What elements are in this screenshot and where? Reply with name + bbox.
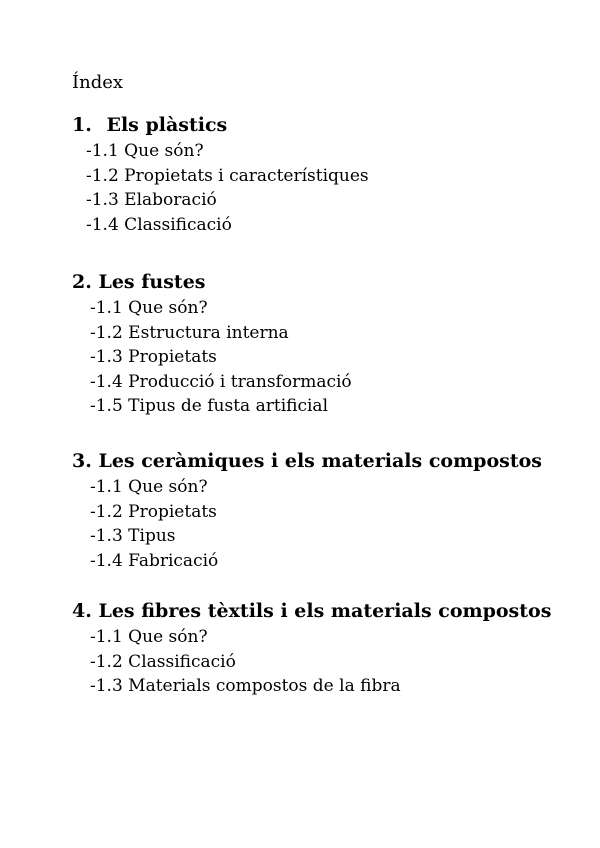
subsection-item: -1.4 Producció i transformació (90, 371, 352, 392)
section-heading (72, 449, 542, 473)
subsection-list (72, 139, 369, 237)
subsection-list (72, 475, 542, 573)
section-title: Les fibres tèxtils i els materials compostos (98, 600, 552, 622)
subsection-item: -1.2 Propietats i característiques (86, 165, 369, 186)
subsection-item: -1.3 Materials compostos de la fibra (90, 676, 401, 697)
subsection-item: -1.4 Fabricació (90, 550, 219, 571)
section-heading (72, 113, 369, 137)
section-woods (72, 270, 352, 419)
section-title: Les fustes (98, 271, 206, 293)
subsection-item: -1.3 Elaboració (86, 190, 217, 211)
subsection-item: -1.3 Propietats (90, 347, 217, 368)
subsection-item: -1.5 Tipus de fusta artificial (90, 396, 328, 417)
subsection-item: -1.2 Classificació (90, 651, 236, 672)
section-title: Els plàstics (106, 114, 228, 136)
subsection-item: -1.1 Que són? (90, 298, 208, 318)
subsection-item: -1.1 Que són? (90, 477, 208, 497)
subsection-item: -1.3 Tipus (90, 526, 176, 547)
section-textile-fibres (72, 599, 551, 699)
section-plastics (72, 113, 369, 237)
subsection-item: -1.4 Classificació (86, 214, 232, 235)
subsection-item: -1.2 Estructura interna (90, 322, 289, 343)
section-heading (72, 599, 551, 623)
section-title: Les ceràmiques i els materials compostos (98, 450, 542, 472)
subsection-item: -1.1 Que són? (86, 141, 204, 161)
section-ceramics (72, 449, 542, 573)
section-number: 2. (72, 271, 92, 293)
subsection-list (72, 625, 551, 699)
section-number: 4. (72, 600, 92, 622)
section-number: 1. (72, 114, 92, 136)
subsection-item: -1.2 Propietats (90, 501, 217, 522)
section-heading (72, 270, 352, 294)
subsection-list (72, 296, 352, 419)
index-title: Índex (72, 72, 124, 93)
subsection-item: -1.1 Que són? (90, 627, 208, 647)
section-number: 3. (72, 450, 92, 472)
